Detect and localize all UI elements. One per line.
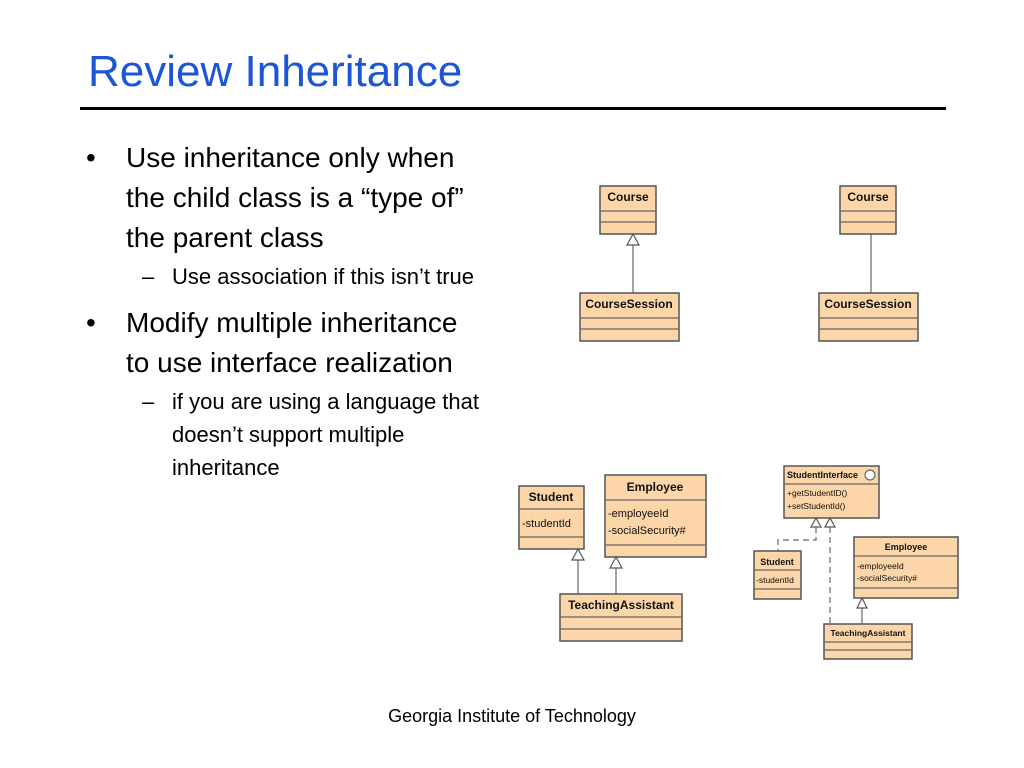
generalization-arrow [627, 234, 639, 245]
class-name: TeachingAssistant [568, 598, 674, 612]
uml-interface-studentinterface [784, 466, 879, 518]
generalization-arrow [572, 549, 584, 560]
uml-class-coursesession [580, 293, 679, 341]
multiple-inheritance-diagram [519, 475, 706, 641]
footer-text: Georgia Institute of Technology [388, 706, 636, 726]
realization-arrow [825, 518, 835, 527]
uml-class-teachingassistant [560, 594, 682, 641]
generalization-arrow [857, 598, 867, 608]
class-name: Course [847, 190, 889, 204]
class-name: Course [607, 190, 649, 204]
uml-class-student [519, 486, 584, 549]
slide-title: Review Inheritance [88, 47, 463, 96]
class-name: StudentInterface [787, 470, 859, 480]
class-operation: +getStudentID() [787, 488, 848, 498]
bullet-marker: • [86, 142, 96, 173]
uml-class-coursesession [819, 293, 918, 341]
uml-class-employee [854, 537, 958, 598]
generalization-arrow [610, 557, 622, 568]
class-operation: +setStudentId() [787, 501, 846, 511]
uml-class-teachingassistant [824, 624, 912, 659]
interface-realization-diagram [754, 466, 958, 659]
dash-marker: – [142, 264, 155, 289]
class-attribute: -studentId [522, 518, 571, 530]
sub-bullet-text: if you are using a language that doesn’t support multiple inheritance [172, 389, 480, 480]
bullet-text: Use inheritance only when the child class is a “type of” the parent class [126, 142, 464, 253]
bullet-marker: • [86, 307, 96, 338]
class-name: TeachingAssistant [830, 628, 906, 638]
class-name: Employee [626, 480, 684, 494]
class-name: Employee [884, 542, 928, 552]
sub-bullet-text: Use association if this isn’t true [172, 264, 475, 289]
footer [0, 706, 1024, 727]
class-name: Student [760, 557, 794, 567]
inheritance-diagram [580, 186, 679, 341]
class-attribute: -socialSecurity# [608, 525, 686, 537]
uml-class-student [754, 551, 801, 599]
association-diagram [819, 186, 918, 341]
interface-icon [865, 470, 875, 480]
uml-class-course [600, 186, 656, 234]
bullet-text: Modify multiple inheritance to use interface realization [126, 307, 458, 378]
class-name: Student [528, 490, 574, 504]
class-attribute: -socialSecurity# [857, 573, 917, 583]
dash-marker: – [142, 389, 155, 414]
uml-class-course [840, 186, 896, 234]
class-name: CourseSession [824, 297, 912, 311]
class-name: CourseSession [585, 297, 673, 311]
uml-class-employee [605, 475, 706, 557]
realization-arrow [811, 518, 821, 527]
class-attribute: -employeeId [608, 508, 669, 520]
class-attribute: -employeeId [857, 561, 904, 571]
class-attribute: -studentId [756, 575, 794, 585]
